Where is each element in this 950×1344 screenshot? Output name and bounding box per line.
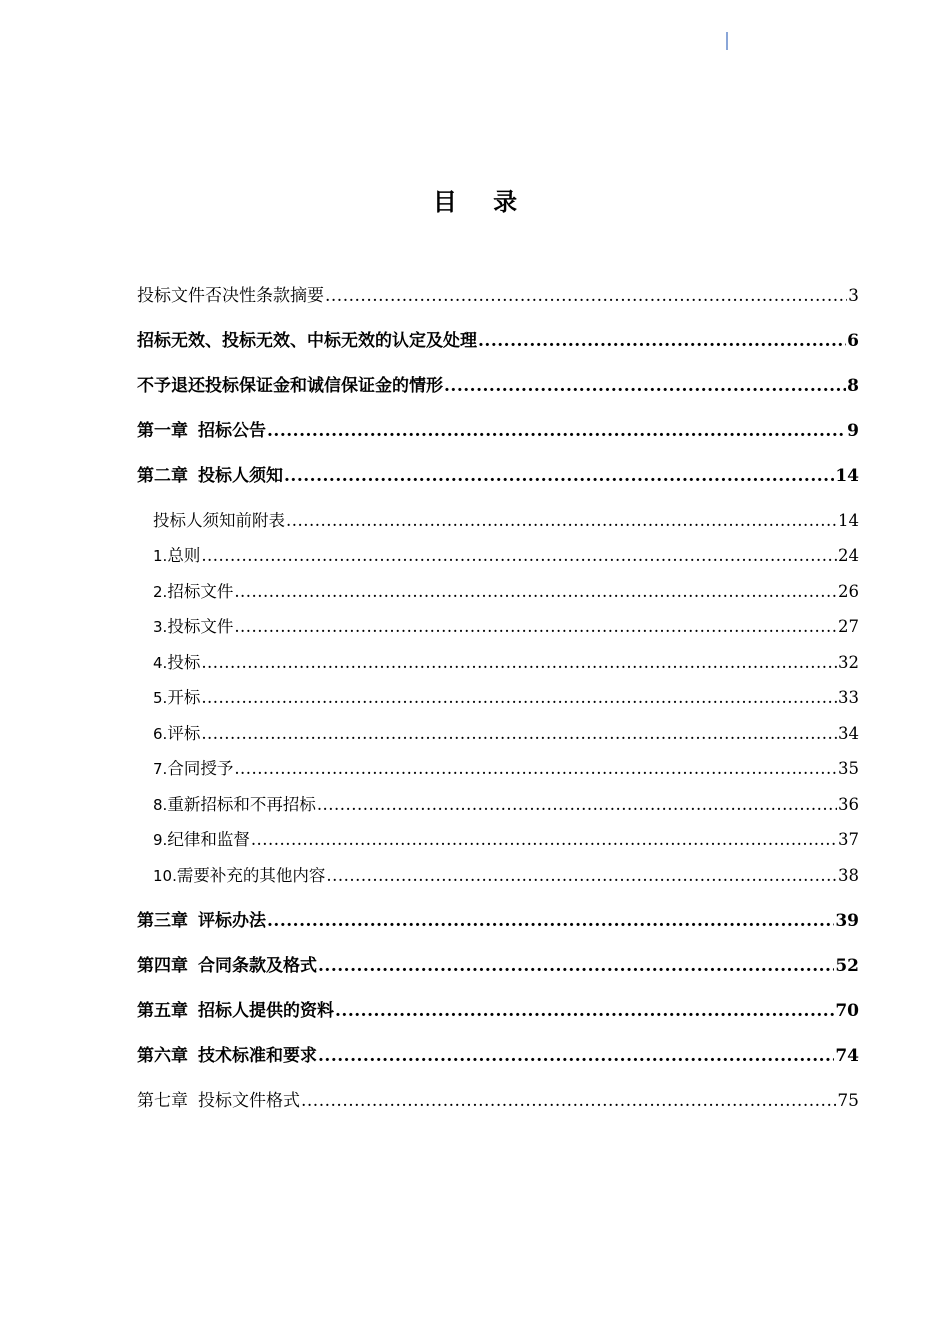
toc-page-number: 75 — [837, 1091, 859, 1111]
toc-entry-section-3[interactable] — [153, 615, 859, 639]
toc-entry-section-10[interactable] — [153, 864, 859, 888]
toc-entry-section-8[interactable] — [153, 793, 859, 817]
toc-title: 目 录 — [432, 188, 532, 216]
toc-leader — [201, 651, 837, 675]
toc-leader — [234, 580, 837, 604]
toc-leader — [234, 757, 837, 781]
toc-entry-label: 投标 — [167, 653, 201, 672]
toc-entry-label: 招标无效、投标无效、中标无效的认定及处理 — [137, 331, 477, 351]
toc-section-number: 10. — [153, 867, 177, 885]
toc-leader — [267, 909, 834, 933]
toc-entry-label: 招标人提供的资料 — [198, 1001, 334, 1021]
toc-leader — [318, 954, 834, 978]
toc-entry-label: 技术标准和要求 — [198, 1046, 317, 1066]
toc-chapter-number: 第五章 — [137, 1001, 188, 1021]
toc-section-number: 2. — [153, 583, 168, 601]
toc-leader — [267, 419, 846, 443]
toc-page-number: 9 — [847, 421, 859, 441]
toc-entry-section-5[interactable] — [153, 686, 859, 710]
toc-page-number: 34 — [838, 724, 859, 743]
toc-entry-label: 评标办法 — [198, 911, 266, 931]
toc-entry-deposit[interactable] — [137, 374, 859, 398]
toc-page-number: 70 — [835, 1001, 859, 1021]
toc-page-number: 35 — [838, 759, 859, 778]
toc-page-number: 3 — [848, 286, 859, 306]
toc-leader — [325, 284, 847, 308]
toc-entry-summary[interactable] — [137, 284, 859, 308]
toc-chapter-number: 第二章 — [137, 466, 188, 486]
toc-entry-section-7[interactable] — [153, 757, 859, 781]
toc-page-number: 39 — [835, 911, 859, 931]
toc-leader — [201, 544, 837, 568]
toc-entry-chapter-7[interactable] — [137, 1089, 859, 1113]
toc-entry-label: 投标文件否决性条款摘要 — [137, 286, 324, 306]
toc-entry-label: 开标 — [167, 688, 201, 707]
toc-page-number: 14 — [835, 466, 859, 486]
toc-entry-label: 重新招标和不再招标 — [167, 795, 316, 814]
toc-section-number: 3. — [153, 618, 168, 636]
toc-entry-label: 需要补充的其他内容 — [176, 866, 326, 885]
toc-leader — [301, 1089, 836, 1113]
toc-section-number: 5. — [153, 689, 168, 707]
toc-entry-label: 投标人须知 — [198, 466, 283, 486]
toc-page-number: 26 — [838, 582, 859, 601]
toc-leader — [234, 615, 837, 639]
toc-entry-label: 纪律和监督 — [167, 830, 250, 849]
toc-entry-label: 总则 — [167, 546, 201, 565]
toc-chapter-number: 第三章 — [137, 911, 188, 931]
toc-chapter-number: 第六章 — [137, 1046, 188, 1066]
toc-entry-label: 评标 — [167, 724, 201, 743]
toc-entry-data-sheet[interactable] — [153, 509, 859, 533]
toc-entry-section-1[interactable] — [153, 544, 859, 568]
toc-entry-label: 不予退还投标保证金和诚信保证金的情形 — [137, 376, 443, 396]
toc-entry-chapter-5[interactable] — [137, 999, 859, 1023]
toc-section-number: 9. — [153, 831, 168, 849]
toc-page-number: 37 — [838, 830, 859, 849]
toc-entry-section-4[interactable] — [153, 651, 859, 675]
toc-leader — [318, 1044, 834, 1068]
toc-section-number: 4. — [153, 654, 168, 672]
toc-page-number: 24 — [838, 546, 859, 565]
toc-section-number: 6. — [153, 725, 168, 743]
toc-entry-label: 投标文件 — [167, 617, 234, 636]
toc-page-number: 74 — [835, 1046, 859, 1066]
toc-leader — [326, 864, 837, 888]
toc-entry-label: 招标公告 — [198, 421, 266, 441]
toc-entry-label: 招标文件 — [167, 582, 234, 601]
toc-page-number: 14 — [838, 511, 859, 530]
toc-entry-section-9[interactable] — [153, 828, 859, 852]
toc-entry-chapter-2[interactable] — [137, 464, 859, 488]
toc-page-number: 38 — [838, 866, 859, 885]
toc-page-number: 8 — [847, 376, 859, 396]
toc-chapter-number: 第七章 — [137, 1091, 188, 1111]
toc-section-number: 7. — [153, 760, 168, 778]
toc-entry-invalidity[interactable] — [137, 329, 859, 353]
toc-chapter-number: 第四章 — [137, 956, 188, 976]
toc-leader — [284, 464, 834, 488]
toc-page-number: 36 — [838, 795, 859, 814]
toc-entry-label: 合同条款及格式 — [198, 956, 317, 976]
toc-page-number: 6 — [847, 331, 859, 351]
toc-leader — [201, 722, 837, 746]
toc-leader — [317, 793, 837, 817]
toc-entry-chapter-6[interactable] — [137, 1044, 859, 1068]
toc-section-number: 1. — [153, 547, 168, 565]
toc-entry-chapter-3[interactable] — [137, 909, 859, 933]
toc-entry-label: 投标人须知前附表 — [153, 511, 285, 530]
toc-page-number: 32 — [838, 653, 859, 672]
toc-page-number: 33 — [838, 688, 859, 707]
toc-entry-label: 投标文件格式 — [198, 1091, 300, 1111]
toc-chapter-number: 第一章 — [137, 421, 188, 441]
toc-entry-label: 合同授予 — [167, 759, 234, 778]
toc-entry-section-2[interactable] — [153, 580, 859, 604]
toc-section-number: 8. — [153, 796, 168, 814]
toc-leader — [201, 686, 837, 710]
toc-leader — [335, 999, 834, 1023]
toc-page-number: 27 — [838, 617, 859, 636]
toc-page-number: 52 — [835, 956, 859, 976]
toc-leader — [286, 509, 837, 533]
toc-entry-chapter-4[interactable] — [137, 954, 859, 978]
toc-leader — [251, 828, 837, 852]
toc-entry-chapter-1[interactable] — [137, 419, 859, 443]
toc-leader — [444, 374, 846, 398]
toc-entry-section-6[interactable] — [153, 722, 859, 746]
toc-leader — [478, 329, 846, 353]
